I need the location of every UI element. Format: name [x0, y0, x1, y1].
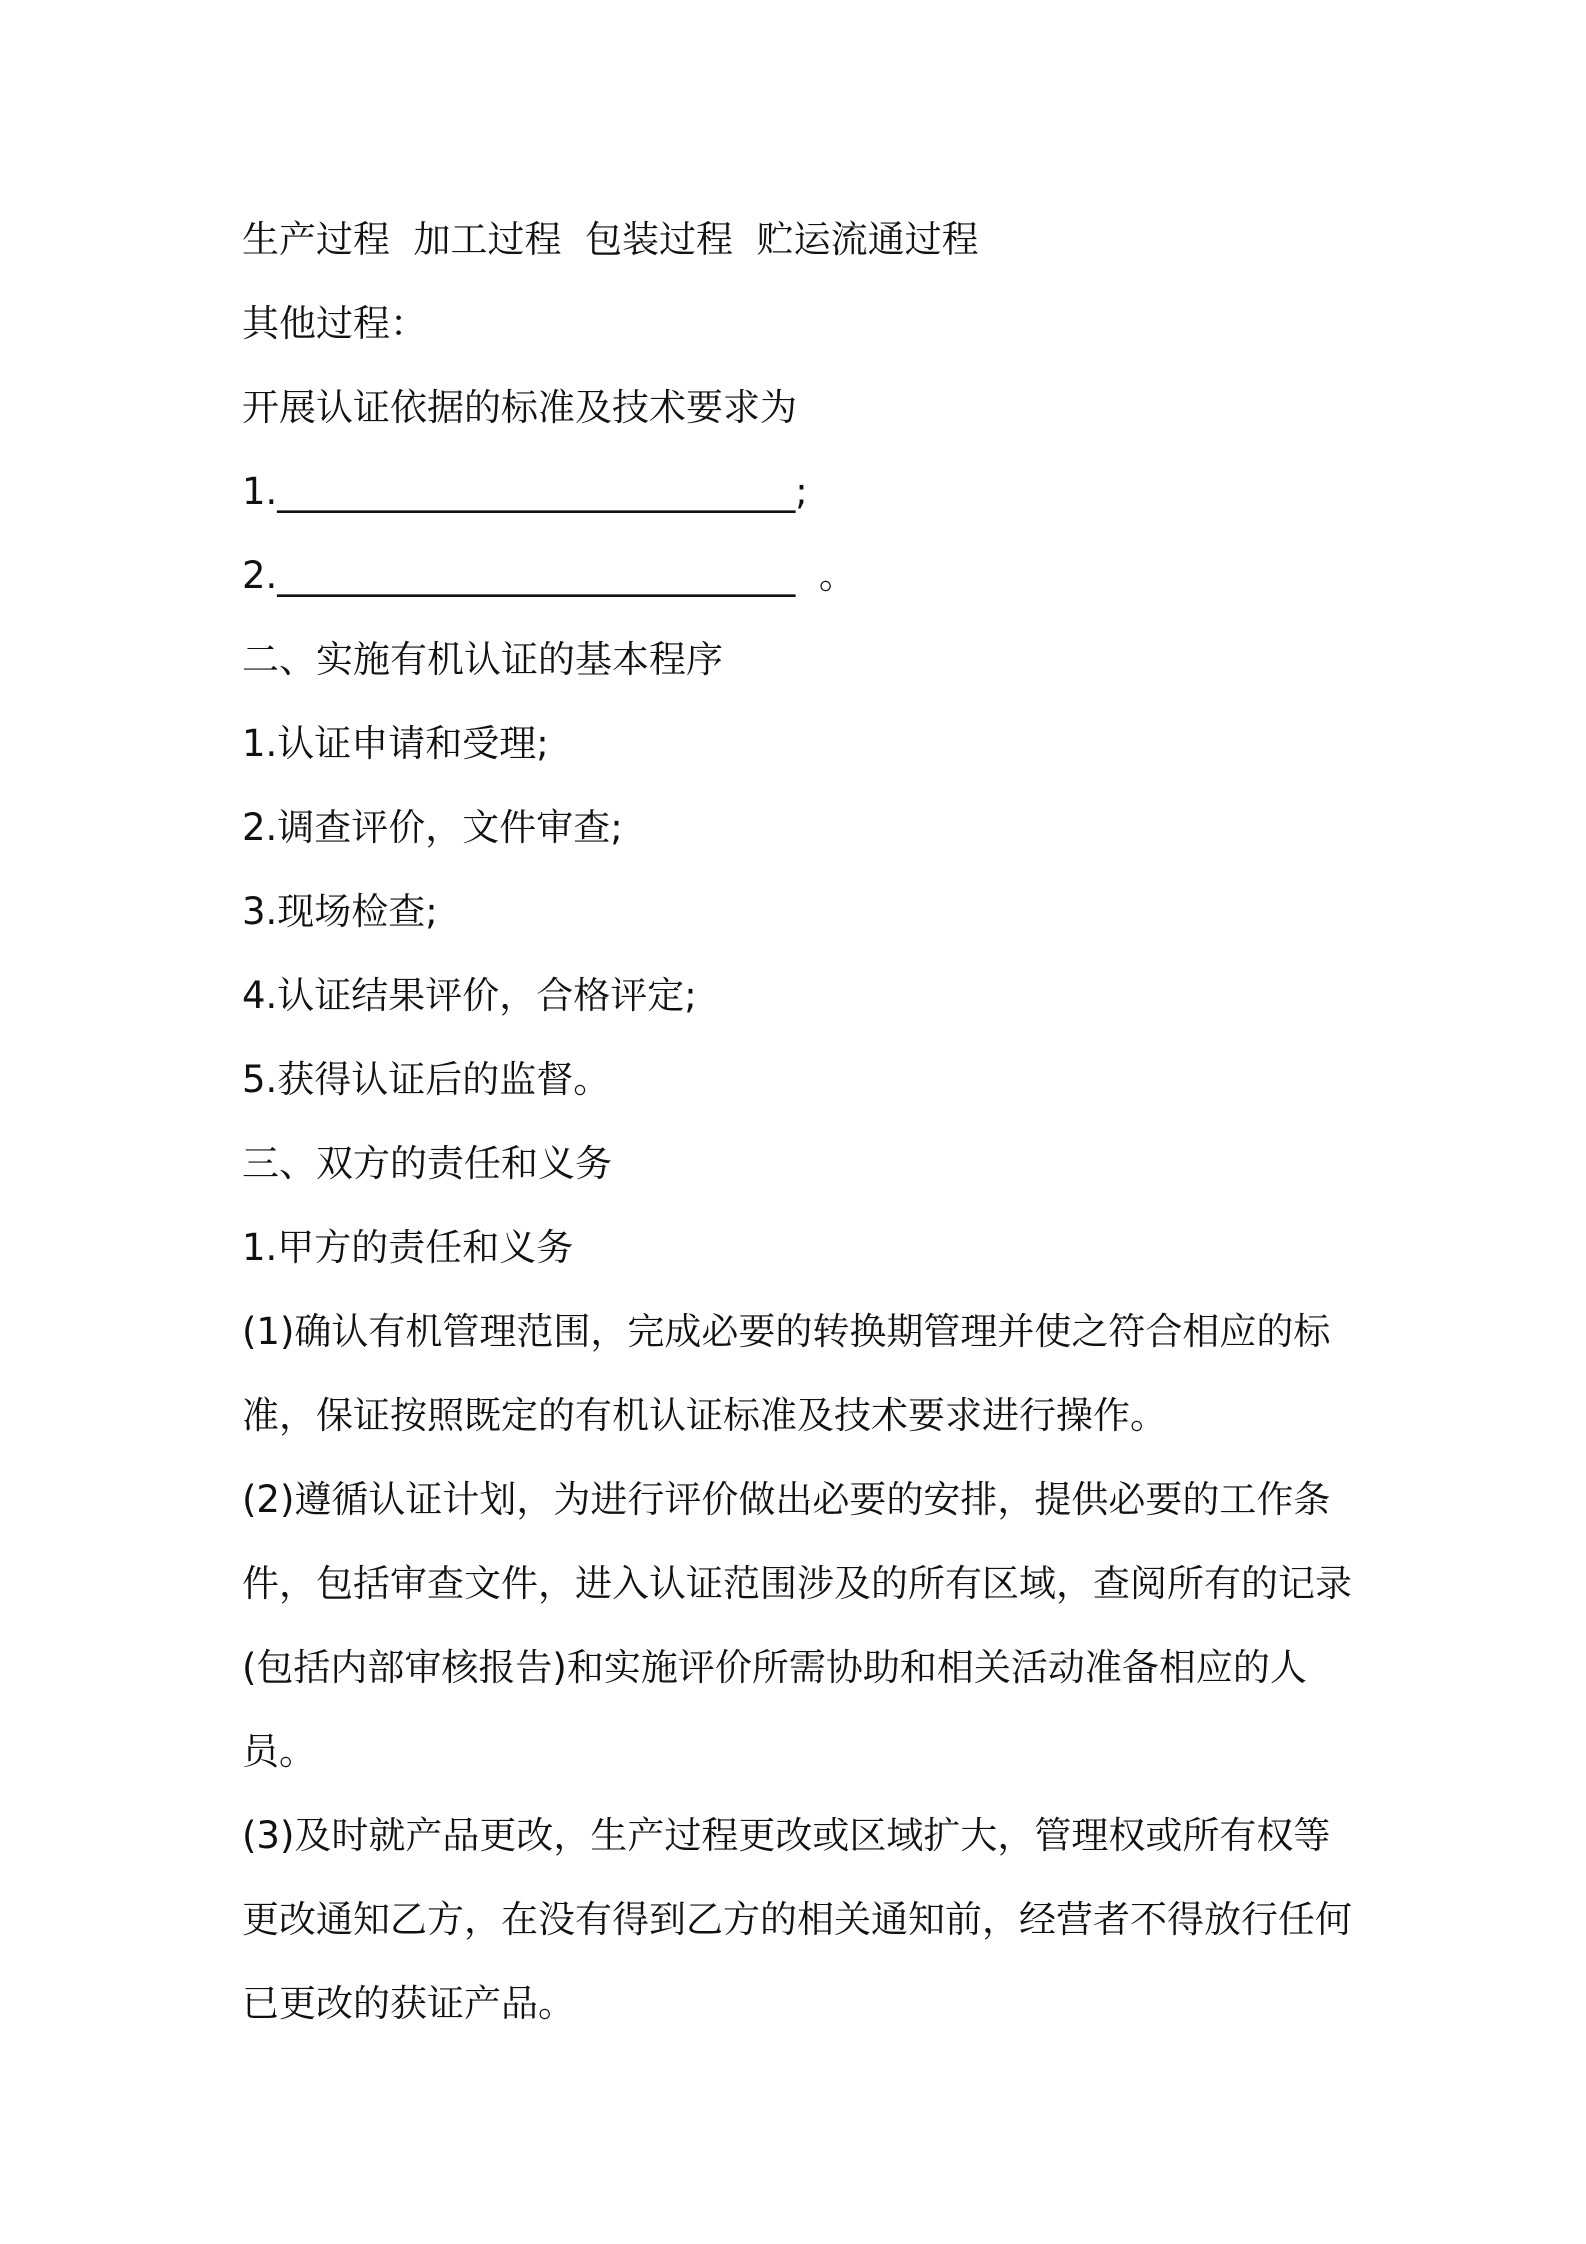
section-heading-3: 三、双方的责任和义务 — [242, 1142, 612, 1185]
process-types-line: 生产过程 加工过程 包装过程 贮运流通过程 — [242, 218, 979, 261]
standards-intro-line: 开展认证依据的标准及技术要求为 — [242, 386, 797, 429]
party-a-duty-3: (3)及时就产品更改，生产过程更改或区域扩大，管理权或所有权等更改通知乙方，在没有得到乙方的相关通知前，经营者不得放行任何已更改的获证产品。 — [242, 1814, 1352, 2025]
procedure-item-5: 5.获得认证后的监督。 — [242, 1058, 611, 1101]
section-heading-2: 二、实施有机认证的基本程序 — [242, 638, 723, 681]
document-body — [242, 198, 1362, 2046]
procedure-item-1: 1.认证申请和受理; — [242, 722, 549, 765]
other-process-line: 其他过程： — [242, 302, 427, 345]
party-a-heading: 1.甲方的责任和义务 — [242, 1226, 574, 1269]
procedure-item-4: 4.认证结果评价，合格评定; — [242, 974, 697, 1017]
standard-blank-2: 2.____________________________ 。 — [242, 554, 856, 597]
procedure-item-2: 2.调查评价，文件审查; — [242, 806, 623, 849]
party-a-duty-2: (2)遵循认证计划，为进行评价做出必要的安排，提供必要的工作条件，包括审查文件，进入认证范围涉及的所有区域，查阅所有的记录(包括内部审核报告)和实施评价所需协助和相关活动准备相应的人员。 — [242, 1478, 1352, 1773]
party-a-duty-1: (1)确认有机管理范围，完成必要的转换期管理并使之符合相应的标准，保证按照既定的有机认证标准及技术要求进行操作。 — [242, 1310, 1331, 1437]
procedure-item-3: 3.现场检查; — [242, 890, 438, 933]
standard-blank-1: 1.____________________________; — [242, 470, 808, 513]
